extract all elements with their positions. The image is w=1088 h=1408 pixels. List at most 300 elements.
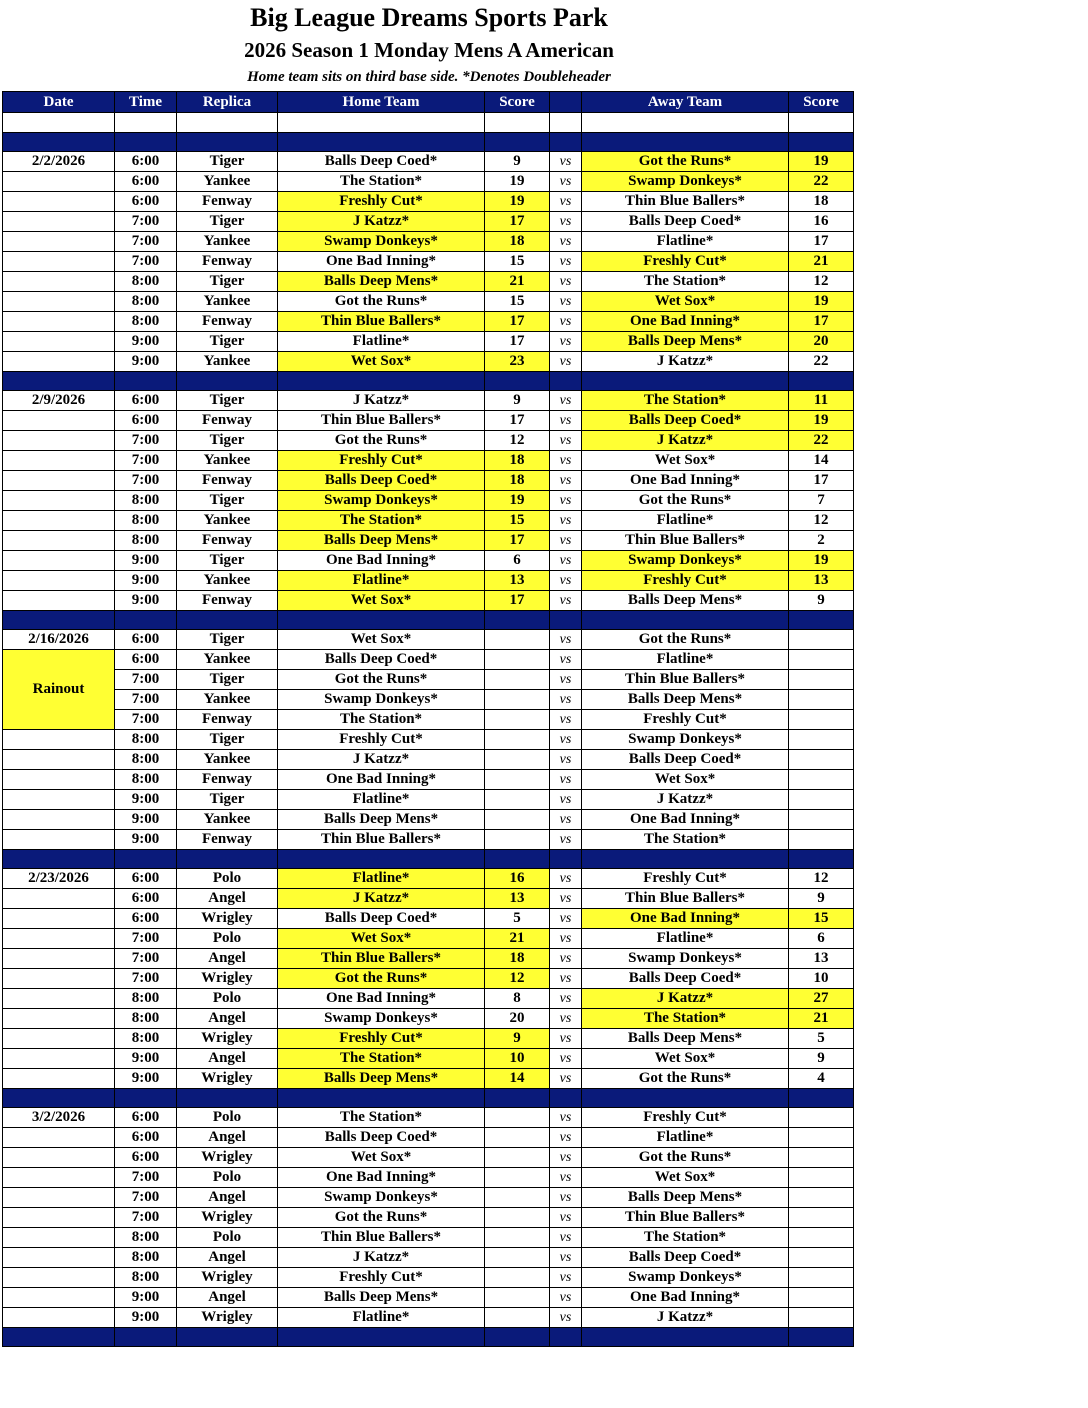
blank-cell <box>177 1089 278 1108</box>
header-away-score: Score <box>789 92 854 113</box>
home-score: 19 <box>485 192 550 212</box>
date-cell <box>3 471 115 491</box>
home-team: Flatline* <box>278 869 485 889</box>
date-cell <box>3 770 115 790</box>
field-replica: Angel <box>177 949 278 969</box>
vs-label: vs <box>550 949 582 969</box>
away-team: Balls Deep Mens* <box>582 1029 789 1049</box>
away-score <box>789 1268 854 1288</box>
home-score: 17 <box>485 531 550 551</box>
blank-cell <box>789 1089 854 1108</box>
blank-cell <box>485 850 550 869</box>
game-time: 9:00 <box>115 551 177 571</box>
blank-cell <box>485 1089 550 1108</box>
away-score: 15 <box>789 909 854 929</box>
home-score: 13 <box>485 889 550 909</box>
date-cell <box>3 1228 115 1248</box>
blank-cell <box>115 133 177 152</box>
away-score: 6 <box>789 929 854 949</box>
date-cell <box>3 830 115 850</box>
game-time: 6:00 <box>115 650 177 670</box>
field-replica: Fenway <box>177 312 278 332</box>
away-score: 4 <box>789 1069 854 1089</box>
away-team: One Bad Inning* <box>582 810 789 830</box>
game-row <box>3 352 854 372</box>
field-replica: Angel <box>177 1188 278 1208</box>
blank-cell <box>3 611 115 630</box>
page-title: Big League Dreams Sports Park <box>250 3 608 32</box>
vs-label: vs <box>550 1288 582 1308</box>
home-score <box>485 710 550 730</box>
home-team: Flatline* <box>278 571 485 591</box>
home-team: Balls Deep Mens* <box>278 531 485 551</box>
home-team: One Bad Inning* <box>278 1168 485 1188</box>
home-score: 8 <box>485 989 550 1009</box>
field-replica: Fenway <box>177 531 278 551</box>
field-replica: Fenway <box>177 830 278 850</box>
game-time: 9:00 <box>115 790 177 810</box>
vs-label: vs <box>550 909 582 929</box>
field-replica: Angel <box>177 1009 278 1029</box>
vs-label: vs <box>550 1128 582 1148</box>
date-cell <box>3 272 115 292</box>
date-cell <box>3 292 115 312</box>
home-team: Swamp Donkeys* <box>278 232 485 252</box>
date-cell <box>3 232 115 252</box>
home-team: One Bad Inning* <box>278 252 485 272</box>
field-replica: Tiger <box>177 272 278 292</box>
away-score <box>789 810 854 830</box>
field-replica: Polo <box>177 929 278 949</box>
field-replica: Fenway <box>177 710 278 730</box>
game-time: 7:00 <box>115 451 177 471</box>
game-time: 6:00 <box>115 889 177 909</box>
home-score <box>485 770 550 790</box>
away-team: The Station* <box>582 830 789 850</box>
vs-label: vs <box>550 1069 582 1089</box>
home-score <box>485 1128 550 1148</box>
vs-label: vs <box>550 630 582 650</box>
game-row <box>3 630 854 650</box>
date-cell <box>3 1208 115 1228</box>
home-score: 17 <box>485 411 550 431</box>
away-score: 9 <box>789 1049 854 1069</box>
vs-label: vs <box>550 332 582 352</box>
game-time: 6:00 <box>115 1108 177 1128</box>
game-row <box>3 1009 854 1029</box>
home-team: One Bad Inning* <box>278 989 485 1009</box>
date-cell <box>3 1248 115 1268</box>
date-cell <box>3 810 115 830</box>
date-cell <box>3 1049 115 1069</box>
home-score <box>485 750 550 770</box>
away-team: Swamp Donkeys* <box>582 551 789 571</box>
away-score <box>789 1108 854 1128</box>
season-subtitle: 2026 Season 1 Monday Mens A American <box>244 38 614 62</box>
vs-label: vs <box>550 650 582 670</box>
blank-cell <box>177 133 278 152</box>
game-time: 7:00 <box>115 232 177 252</box>
home-team: Swamp Donkeys* <box>278 1009 485 1029</box>
date-cell <box>3 491 115 511</box>
game-row <box>3 431 854 451</box>
blank-cell <box>115 372 177 391</box>
week-separator <box>3 1328 854 1347</box>
game-time: 7:00 <box>115 1188 177 1208</box>
vs-label: vs <box>550 670 582 690</box>
away-team: Got the Runs* <box>582 1069 789 1089</box>
field-replica: Tiger <box>177 491 278 511</box>
date-cell <box>3 591 115 611</box>
away-score <box>789 1288 854 1308</box>
away-score: 9 <box>789 889 854 909</box>
away-score: 21 <box>789 1009 854 1029</box>
home-score <box>485 650 550 670</box>
vs-label: vs <box>550 730 582 750</box>
game-time: 9:00 <box>115 810 177 830</box>
home-team: Freshly Cut* <box>278 1268 485 1288</box>
game-time: 7:00 <box>115 929 177 949</box>
away-score: 12 <box>789 272 854 292</box>
field-replica: Wrigley <box>177 1029 278 1049</box>
game-time: 8:00 <box>115 770 177 790</box>
game-row <box>3 1108 854 1128</box>
away-score <box>789 1148 854 1168</box>
game-row <box>3 650 854 670</box>
away-score: 27 <box>789 989 854 1009</box>
game-time: 9:00 <box>115 591 177 611</box>
blank-cell <box>177 372 278 391</box>
home-team: The Station* <box>278 511 485 531</box>
blank-cell <box>177 611 278 630</box>
field-replica: Wrigley <box>177 1148 278 1168</box>
field-replica: Wrigley <box>177 1069 278 1089</box>
vs-label: vs <box>550 1248 582 1268</box>
blank-cell <box>582 1328 789 1347</box>
field-replica: Polo <box>177 869 278 889</box>
vs-label: vs <box>550 889 582 909</box>
game-row <box>3 451 854 471</box>
away-team: Balls Deep Coed* <box>582 750 789 770</box>
game-row <box>3 1248 854 1268</box>
game-row <box>3 1029 854 1049</box>
game-time: 8:00 <box>115 1228 177 1248</box>
away-team: J Katzz* <box>582 431 789 451</box>
home-team: Wet Sox* <box>278 591 485 611</box>
home-team: Balls Deep Coed* <box>278 1128 485 1148</box>
game-row <box>3 252 854 272</box>
game-time: 7:00 <box>115 1168 177 1188</box>
away-team: Balls Deep Coed* <box>582 411 789 431</box>
field-replica: Wrigley <box>177 969 278 989</box>
home-team: J Katzz* <box>278 391 485 411</box>
home-team: Thin Blue Ballers* <box>278 411 485 431</box>
blank-cell <box>550 372 582 391</box>
home-team: Balls Deep Mens* <box>278 810 485 830</box>
date-cell <box>3 1009 115 1029</box>
blank-cell <box>3 850 115 869</box>
home-score: 17 <box>485 332 550 352</box>
game-time: 8:00 <box>115 1029 177 1049</box>
field-replica: Tiger <box>177 790 278 810</box>
field-replica: Angel <box>177 1128 278 1148</box>
away-team: Thin Blue Ballers* <box>582 192 789 212</box>
blank-cell <box>278 113 485 133</box>
game-row <box>3 949 854 969</box>
vs-label: vs <box>550 352 582 372</box>
field-replica: Tiger <box>177 431 278 451</box>
game-row <box>3 391 854 411</box>
header-vs <box>550 92 582 113</box>
home-score <box>485 730 550 750</box>
game-time: 8:00 <box>115 491 177 511</box>
game-row <box>3 1308 854 1328</box>
away-team: Balls Deep Coed* <box>582 969 789 989</box>
home-team: Flatline* <box>278 1308 485 1328</box>
game-row <box>3 511 854 531</box>
blank-cell <box>115 113 177 133</box>
vs-label: vs <box>550 1208 582 1228</box>
game-time: 7:00 <box>115 212 177 232</box>
home-score: 17 <box>485 312 550 332</box>
away-team: Wet Sox* <box>582 1049 789 1069</box>
home-score <box>485 1228 550 1248</box>
home-team: Got the Runs* <box>278 1208 485 1228</box>
vs-label: vs <box>550 690 582 710</box>
date-cell <box>3 332 115 352</box>
away-team: Got the Runs* <box>582 630 789 650</box>
home-score <box>485 1208 550 1228</box>
vs-label: vs <box>550 1108 582 1128</box>
date-cell <box>3 969 115 989</box>
home-team: The Station* <box>278 172 485 192</box>
vs-label: vs <box>550 929 582 949</box>
away-score: 18 <box>789 192 854 212</box>
home-score: 10 <box>485 1049 550 1069</box>
away-score: 17 <box>789 471 854 491</box>
date-cell <box>3 1308 115 1328</box>
game-time: 8:00 <box>115 511 177 531</box>
vs-label: vs <box>550 511 582 531</box>
game-time: 6:00 <box>115 1128 177 1148</box>
vs-label: vs <box>550 431 582 451</box>
game-row <box>3 152 854 172</box>
game-time: 6:00 <box>115 152 177 172</box>
date-cell <box>3 1268 115 1288</box>
blank-cell <box>278 611 485 630</box>
home-team: Freshly Cut* <box>278 1029 485 1049</box>
home-score: 6 <box>485 551 550 571</box>
game-time: 8:00 <box>115 292 177 312</box>
away-team: Swamp Donkeys* <box>582 1268 789 1288</box>
date-cell <box>3 431 115 451</box>
vs-label: vs <box>550 411 582 431</box>
date-cell <box>3 172 115 192</box>
home-team: Got the Runs* <box>278 670 485 690</box>
week-separator <box>3 1089 854 1108</box>
away-score: 11 <box>789 391 854 411</box>
away-score <box>789 730 854 750</box>
home-score: 9 <box>485 391 550 411</box>
vs-label: vs <box>550 750 582 770</box>
game-row <box>3 810 854 830</box>
home-score: 18 <box>485 949 550 969</box>
home-score <box>485 1188 550 1208</box>
field-replica: Yankee <box>177 650 278 670</box>
home-team: J Katzz* <box>278 1248 485 1268</box>
vs-label: vs <box>550 551 582 571</box>
away-score <box>789 1208 854 1228</box>
home-score: 15 <box>485 292 550 312</box>
vs-label: vs <box>550 989 582 1009</box>
away-score <box>789 1228 854 1248</box>
vs-label: vs <box>550 1188 582 1208</box>
schedule-body <box>3 113 854 1347</box>
field-replica: Tiger <box>177 551 278 571</box>
blank-cell <box>115 1328 177 1347</box>
game-row <box>3 272 854 292</box>
away-score: 10 <box>789 969 854 989</box>
vs-label: vs <box>550 571 582 591</box>
vs-label: vs <box>550 491 582 511</box>
home-score: 18 <box>485 232 550 252</box>
field-replica: Yankee <box>177 511 278 531</box>
home-score: 23 <box>485 352 550 372</box>
home-team: The Station* <box>278 1108 485 1128</box>
field-replica: Yankee <box>177 172 278 192</box>
away-team: The Station* <box>582 272 789 292</box>
header-replica: Replica <box>177 92 278 113</box>
game-row <box>3 750 854 770</box>
vs-label: vs <box>550 1029 582 1049</box>
date-cell <box>3 750 115 770</box>
game-row <box>3 710 854 730</box>
away-team: Wet Sox* <box>582 292 789 312</box>
game-row <box>3 929 854 949</box>
game-row <box>3 670 854 690</box>
away-team: Got the Runs* <box>582 1148 789 1168</box>
game-row <box>3 790 854 810</box>
game-time: 7:00 <box>115 690 177 710</box>
week-separator <box>3 133 854 152</box>
field-replica: Wrigley <box>177 1268 278 1288</box>
vs-label: vs <box>550 531 582 551</box>
home-team: Swamp Donkeys* <box>278 1188 485 1208</box>
home-team: Swamp Donkeys* <box>278 491 485 511</box>
away-score: 9 <box>789 591 854 611</box>
home-score: 18 <box>485 451 550 471</box>
game-row <box>3 770 854 790</box>
field-replica: Fenway <box>177 770 278 790</box>
blank-cell <box>789 611 854 630</box>
vs-label: vs <box>550 192 582 212</box>
away-score: 17 <box>789 232 854 252</box>
away-score <box>789 1188 854 1208</box>
vs-label: vs <box>550 252 582 272</box>
home-score: 15 <box>485 252 550 272</box>
home-score <box>485 810 550 830</box>
away-score: 19 <box>789 292 854 312</box>
game-row <box>3 332 854 352</box>
away-team: Balls Deep Coed* <box>582 1248 789 1268</box>
home-team: Freshly Cut* <box>278 451 485 471</box>
date-cell <box>3 1168 115 1188</box>
field-replica: Wrigley <box>177 1208 278 1228</box>
field-replica: Angel <box>177 1248 278 1268</box>
vs-label: vs <box>550 830 582 850</box>
game-time: 8:00 <box>115 750 177 770</box>
header-home-team: Home Team <box>278 92 485 113</box>
blank-cell <box>3 113 115 133</box>
vs-label: vs <box>550 312 582 332</box>
game-row <box>3 1188 854 1208</box>
header-date: Date <box>3 92 115 113</box>
vs-label: vs <box>550 1009 582 1029</box>
blank-cell <box>582 850 789 869</box>
vs-label: vs <box>550 1049 582 1069</box>
away-score <box>789 1128 854 1148</box>
away-team: Wet Sox* <box>582 451 789 471</box>
game-time: 7:00 <box>115 471 177 491</box>
away-score: 7 <box>789 491 854 511</box>
away-score <box>789 1168 854 1188</box>
away-team: One Bad Inning* <box>582 909 789 929</box>
blank-cell <box>550 113 582 133</box>
away-score <box>789 650 854 670</box>
vs-label: vs <box>550 212 582 232</box>
game-time: 9:00 <box>115 352 177 372</box>
away-team: Flatline* <box>582 929 789 949</box>
field-replica: Yankee <box>177 292 278 312</box>
away-score <box>789 690 854 710</box>
field-replica: Polo <box>177 1168 278 1188</box>
blank-cell <box>582 113 789 133</box>
blank-cell <box>550 850 582 869</box>
game-time: 6:00 <box>115 1148 177 1168</box>
home-team: Flatline* <box>278 790 485 810</box>
home-team: Balls Deep Mens* <box>278 1069 485 1089</box>
home-team: Freshly Cut* <box>278 730 485 750</box>
home-score <box>485 1168 550 1188</box>
blank-cell <box>550 1328 582 1347</box>
field-replica: Yankee <box>177 352 278 372</box>
game-row <box>3 172 854 192</box>
away-score: 19 <box>789 411 854 431</box>
game-row <box>3 411 854 431</box>
game-time: 7:00 <box>115 431 177 451</box>
away-score: 21 <box>789 252 854 272</box>
field-replica: Angel <box>177 1288 278 1308</box>
game-row <box>3 889 854 909</box>
away-team: Swamp Donkeys* <box>582 949 789 969</box>
home-score: 17 <box>485 591 550 611</box>
home-score: 20 <box>485 1009 550 1029</box>
home-team: Got the Runs* <box>278 431 485 451</box>
home-team: Swamp Donkeys* <box>278 690 485 710</box>
away-score: 19 <box>789 152 854 172</box>
vs-label: vs <box>550 969 582 989</box>
blank-cell <box>485 611 550 630</box>
away-team: Got the Runs* <box>582 491 789 511</box>
date-cell <box>3 909 115 929</box>
vs-label: vs <box>550 152 582 172</box>
game-time: 9:00 <box>115 1069 177 1089</box>
game-time: 9:00 <box>115 571 177 591</box>
vs-label: vs <box>550 272 582 292</box>
spacer-row <box>3 113 854 133</box>
game-row <box>3 989 854 1009</box>
date-cell <box>3 989 115 1009</box>
